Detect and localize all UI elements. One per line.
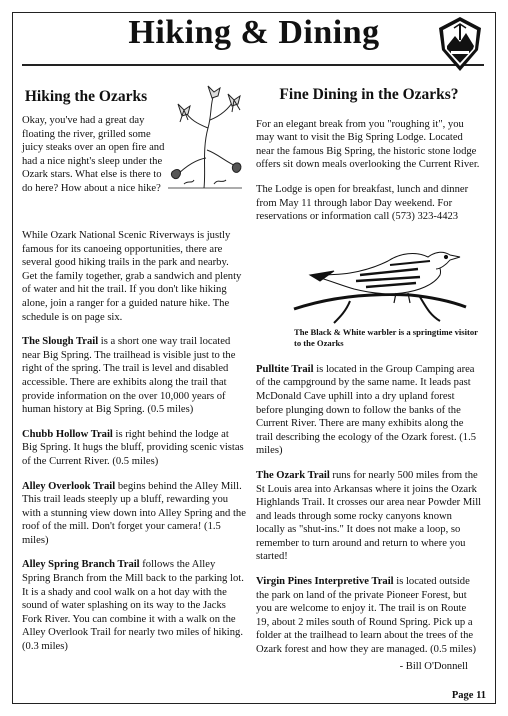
virgin-pines-trail-entry [256,575,482,657]
slough-trail-text: is a short one way trail located near Big Spring. The trailhead is visible just to the right of the spring. The trail is level and disabled accessible. There are exhibits along the trail that provide information on the over 10,000 years of human history at Big Spring. (0.5 miles) [22,336,236,416]
dining-column [256,88,482,673]
hiking-column [22,82,246,665]
hiking-intro-text: Okay, you've had a great day floating the river, grilled some juicy steaks over an open fire and had a nice night's sleep under the Ozark stars. What else is there to do here? How about a nice hike? [22,115,165,194]
ozark-trail-title: The Ozark Trail [256,469,330,481]
alley-spring-branch-trail-title: Alley Spring Branch Trail [22,559,140,571]
flower-illustration [164,80,246,192]
alley-spring-branch-trail-text: follows the Alley Spring Branch from the Mill back to the parking lot. It is a shady and cool walk on a hot day with the sound of water splashing on its way to the Jacks Fork River. You can combine it with a walk on the Alley Overlook Trail for nearly two miles of hiking. (0.3 miles) [22,559,244,653]
chubb-hollow-trail-entry [22,428,246,469]
page-title: Hiking & Dining [128,14,380,51]
ozark-trail-entry [256,469,482,564]
alley-overlook-trail-text: begins behind the Alley Mill. This trail leads steeply up a bluff, rewarding you with a stunning view down into Alley Spring and the roof of the mill. Don't forget your camera! (1.5 miles) [22,480,246,546]
title-divider [22,64,484,66]
virgin-pines-trail-title: Virgin Pines Interpretive Trail [256,576,394,588]
ozark-trail-text: runs for nearly 500 miles from the St Louis area into Arkansas where it joins the Ozark Highlands Trail. It crosses our area near Powder Mill and leads through some rocky canyons known locally as "shut-ins." It does not make a loop, so remember to turn around and return to where you started! [256,469,482,563]
pulltite-trail-entry [256,363,482,458]
dining-paragraph-1: For an elegant break from you "roughing it", you may want to visit the Big Spring Lodge. Located near the famous Big Spring, the historic stone lodge offers sit down meals overlooking the Current River. [256,118,480,171]
chubb-hollow-trail-text: is right behind the lodge at Big Spring. It hugs the bluff, providing scenic vistas of the Current River. (0.5 miles) [22,428,244,467]
dining-heading: Fine Dining in the Ozarks? [279,86,459,103]
pulltite-trail-title: Pulltite Trail [256,363,314,375]
hiking-paragraph: While Ozark National Scenic Riverways is justly famous for its canoeing opportunities, there are several good hiking trails in the park and nearby. Get the family together, grab a sandwich and plenty of water and hit the trail. If you don't like hiking alone, join a ranger for a guided nature hike. The schedule is on page six. [22,230,242,323]
slough-trail-entry [22,335,246,417]
page-number: Page 11 [451,690,486,701]
virgin-pines-trail-text: is located outside the park on land of the private Pioneer Forest, but you are welcome to enjoy it. The trail is on Route 19, about 2 miles south of Round Spring. Pick up a folder at the trailhead to learn about the trees of the Ozark forest and how they are managed. (0.5 miles) [256,576,477,656]
pulltite-trail-text: is located in the Group Camping area of the campground by the same name. It leads past McDonald Cave uphill into a dry upland forest before plunging down to follow the banks of the Current River. There are many exhibits along the trail describing the ecology of the Ozark forest. (1.5 miles) [256,363,477,457]
slough-trail-title: The Slough Trail [22,336,99,348]
hiking-heading: Hiking the Ozarks [24,88,148,105]
bird-caption: The Black & White warbler is a springtime visitor to the Ozarks [294,326,478,348]
national-park-service-arrowhead-icon [437,16,483,72]
alley-overlook-trail-entry [22,480,246,548]
hiking-intro-block [22,114,246,214]
chubb-hollow-trail-title: Chubb Hollow Trail [22,428,113,440]
author-signature: - Bill O'Donnell [399,660,468,672]
alley-overlook-trail-title: Alley Overlook Trail [22,480,116,492]
alley-spring-branch-trail-entry [22,558,246,653]
dining-paragraph-2: The Lodge is open for breakfast, lunch and dinner from May 11 through labor Day weekend. For reservations or information call (573) 323-4423 [256,183,469,223]
warbler-bird-illustration [290,235,470,325]
